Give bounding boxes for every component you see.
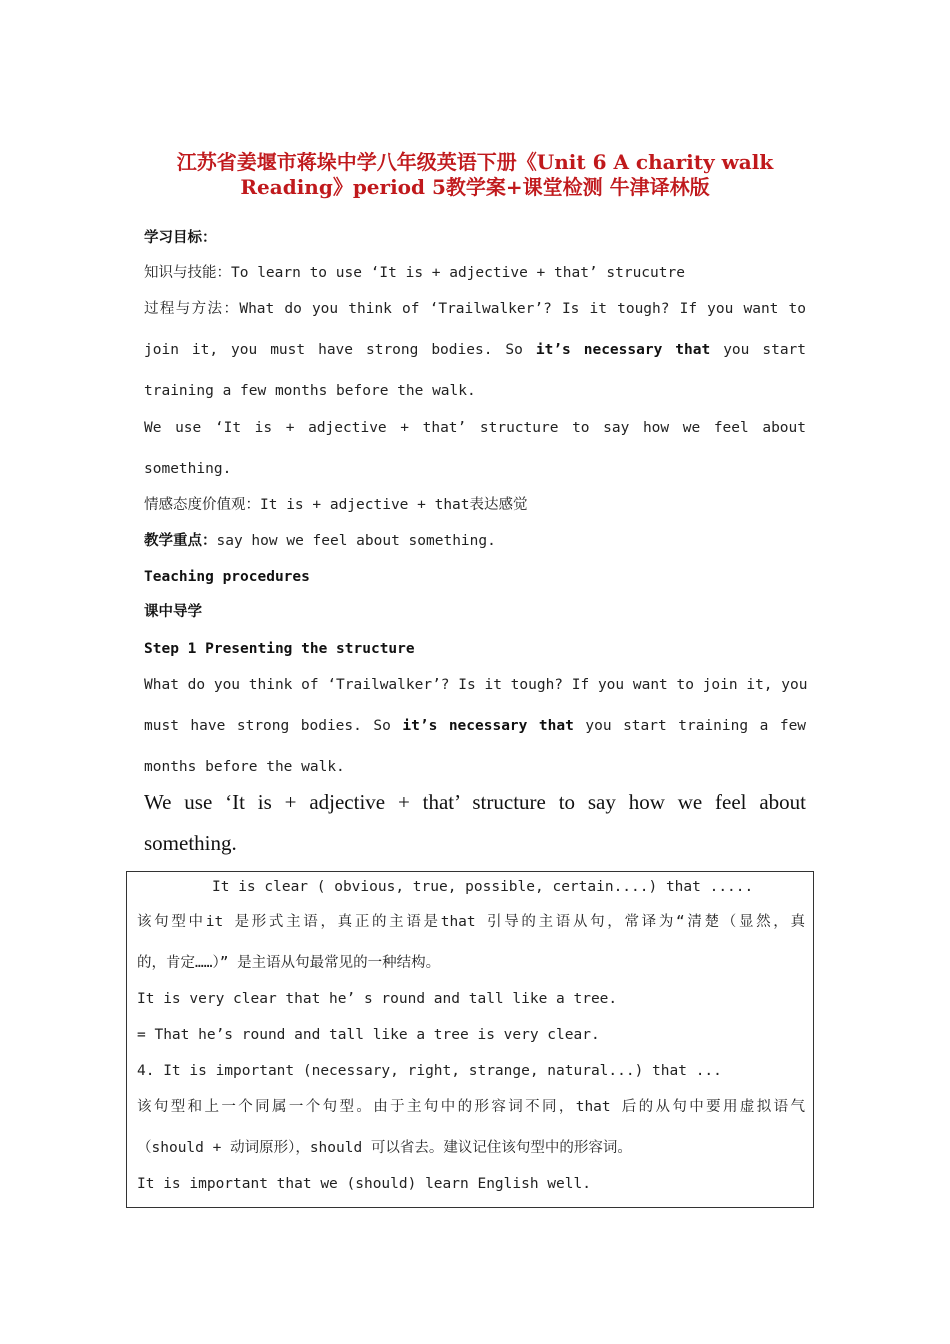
procedures-heading: Teaching procedures bbox=[144, 569, 310, 585]
grammar-pattern-2: 4. It is important (necessary, right, strange, natural...) that ... bbox=[137, 1063, 722, 1079]
objective-knowledge: 知识与技能：To learn to use ‘It is + adjective + that’ strucutre bbox=[144, 265, 685, 281]
grammar-explain-1a: 该句型中it 是形式主语，真正的主语是that 引导的主语从句，常译为“清楚（显然，真 bbox=[137, 914, 805, 930]
grammar-explain-1b: 的，肯定……）” 是主语从句最常见的一种结构。 bbox=[137, 955, 441, 971]
key-point-label: 教学重点： bbox=[144, 533, 217, 549]
objective-process-line-2 bbox=[144, 340, 806, 360]
objective-attitude: 情感态度价值观：It is + adjective + that表达感觉 bbox=[144, 497, 528, 513]
objective-process-line-4: We use ‘It is + adjective + that’ structure to say how we feel about bbox=[144, 420, 806, 436]
step1-paragraph-line-1: What do you think of ‘Trailwalker’? Is it tough? If you want to join it, you bbox=[144, 677, 808, 693]
process-text-bold: it’s necessary that bbox=[535, 342, 711, 358]
step1-text-bold: it’s necessary that bbox=[402, 718, 574, 734]
title-line-1: 江苏省姜堰市蒋垛中学八年级英语下册《Unit 6 A charity walk bbox=[176, 150, 774, 174]
process-text-post: you start bbox=[723, 342, 807, 358]
key-point bbox=[144, 531, 806, 551]
step1-paragraph-line-3: months before the walk. bbox=[144, 759, 345, 775]
grammar-example-2: = That he’s round and tall like a tree is very clear. bbox=[137, 1027, 600, 1043]
grammar-pattern-1: It is clear ( obvious, true, possible, certain....) that ..... bbox=[212, 879, 754, 895]
objective-process-line-3: training a few months before the walk. bbox=[144, 383, 476, 399]
objective-process-line-1: 过程与方法：What do you think of ‘Trailwalker’? Is it tough? If you want to bbox=[144, 301, 806, 317]
objective-process-line-5: something. bbox=[144, 461, 232, 477]
step1-paragraph-line-2 bbox=[144, 716, 806, 736]
title-line-2: Reading》period 5教学案+课堂检测 牛津译林版 bbox=[240, 175, 710, 199]
step1-text-pre: must have strong bodies. So bbox=[144, 718, 391, 734]
grammar-example-1: It is very clear that he’ s round and tall like a tree. bbox=[137, 991, 618, 1007]
step1-heading: Step 1 Presenting the structure bbox=[144, 641, 415, 657]
key-point-text: say how we feel about something. bbox=[216, 533, 496, 549]
procedures-subheading: 课中导学 bbox=[144, 604, 202, 620]
objectives-heading: 学习目标： bbox=[144, 230, 217, 246]
structure-note-line-2: something. bbox=[144, 831, 237, 855]
grammar-box bbox=[126, 871, 814, 1208]
document-title bbox=[140, 150, 810, 200]
step1-text-post: you start training a few bbox=[585, 718, 807, 734]
structure-note-line-1: We use ‘It is + adjective + that’ structure to say how we feel about bbox=[144, 790, 806, 814]
grammar-explain-2a: 该句型和上一个同属一个句型。由于主句中的形容词不同，that 后的从句中要用虚拟语气 bbox=[137, 1099, 805, 1115]
grammar-explain-2b: （should + 动词原形），should 可以省去。建议记住该句型中的形容词。 bbox=[137, 1140, 632, 1156]
grammar-example-3: It is important that we (should) learn English well. bbox=[137, 1176, 591, 1192]
process-text-pre: join it, you must have strong bodies. So bbox=[144, 342, 523, 358]
